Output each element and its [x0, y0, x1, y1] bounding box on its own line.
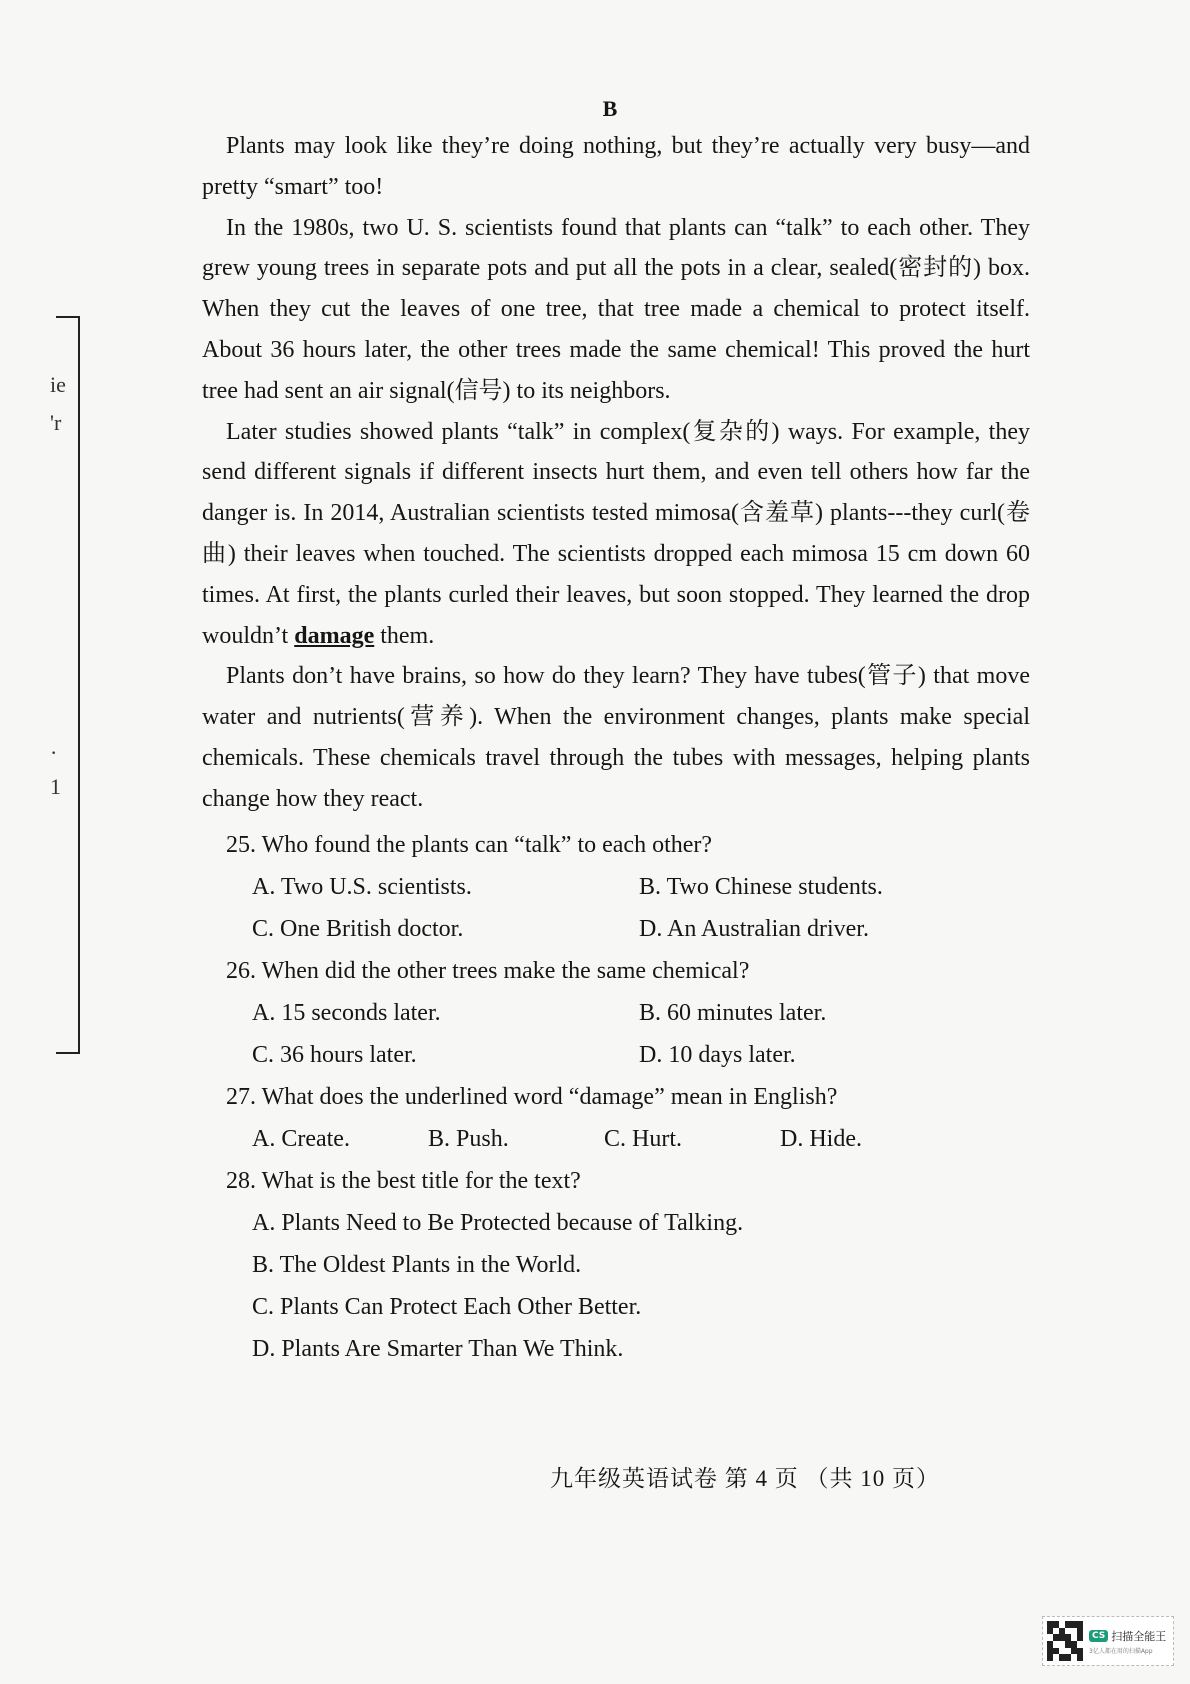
margin-fragment: ·	[50, 740, 58, 765]
scanner-tagline: 3亿人都在用的扫描App	[1089, 1647, 1153, 1655]
option-b: B. 60 minutes later.	[639, 1000, 827, 1026]
passage-text: Later studies showed plants “talk” in complex(复杂的) ways. For example, they send different signals if different insects hurt them, and even tell others how far the danger is. In 2014, Australian scientists tested mimosa(含羞草) plants---they curl(卷曲) their leaves when touched. The scientists dropped each mimosa 15 cm down 60 times. At first, the plants curled their leaves, but soon stopped. They learned the drop wouldn’t	[202, 418, 1030, 649]
cs-logo-icon: CS	[1089, 1630, 1108, 1642]
passage-text: them.	[374, 622, 435, 649]
option-row	[226, 908, 1026, 950]
question-28	[226, 1160, 1026, 1370]
option-c: C. Hurt.	[604, 1126, 682, 1152]
option-row	[226, 1034, 1026, 1076]
question-stem: 26. When did the other trees make the same chemical?	[226, 958, 750, 984]
scanner-watermark	[1042, 1616, 1174, 1666]
question-27	[226, 1076, 1026, 1160]
option-d: D. 10 days later.	[639, 1042, 796, 1068]
question-25	[226, 824, 1026, 950]
scanner-brand	[1089, 1628, 1166, 1655]
option-c: C. Plants Can Protect Each Other Better.	[252, 1294, 642, 1320]
option-d: D. An Australian driver.	[639, 916, 869, 942]
page-footer: 九年级英语试卷 第 4 页 （共 10 页）	[550, 1466, 940, 1491]
option-column	[226, 1202, 1026, 1370]
option-d: D. Plants Are Smarter Than We Think.	[252, 1336, 624, 1362]
scanner-brand-name: 扫描全能王	[1111, 1629, 1167, 1643]
option-d: D. Hide.	[780, 1126, 862, 1152]
section-heading: B	[602, 96, 618, 121]
option-row	[226, 1118, 1026, 1160]
passage-paragraph: In the 1980s, two U. S. scientists found that plants can “talk” to each other. They grew young trees in separate pots and put all the pots in a clear, sealed(密封的) box. When they cut the leaves of one tree, that tree made a chemical to protect itself. About 36 hours later, the other trees made the same chemical! This proved the hurt tree had sent an air signal(信号) to its neighbors.	[202, 214, 1030, 404]
margin-fragment: ie	[50, 372, 66, 397]
margin-fragment: 'r	[50, 410, 62, 435]
option-c: C. One British doctor.	[252, 916, 464, 942]
question-26	[226, 950, 1026, 1076]
option-b: B. Push.	[428, 1126, 509, 1152]
passage-paragraph: Plants may look like they’re doing nothing, but they’re actually very busy—and pretty “smart” too!	[202, 133, 1030, 200]
option-row	[226, 866, 1026, 908]
question-stem: 25. Who found the plants can “talk” to each other?	[226, 832, 713, 858]
question-list	[226, 824, 1026, 1370]
margin-fragment: 1	[50, 774, 61, 799]
underlined-word: damage	[294, 622, 375, 649]
passage-paragraph: Plants don’t have brains, so how do they learn? They have tubes(管子) that move water and nutrients(营养). When the environment changes, plants make special chemicals. These chemicals travel through the tubes with messages, helping plants change how they react.	[202, 663, 1030, 812]
passage-paragraph	[202, 412, 1030, 657]
question-stem: 27. What does the underlined word “damage” mean in English?	[226, 1084, 838, 1110]
reading-passage	[202, 126, 1030, 820]
option-a: A. Create.	[252, 1126, 350, 1152]
option-a: A. Plants Need to Be Protected because of Talking.	[252, 1210, 744, 1236]
option-b: B. Two Chinese students.	[639, 874, 883, 900]
qr-code-icon	[1047, 1621, 1083, 1661]
option-row	[226, 992, 1026, 1034]
option-a: A. Two U.S. scientists.	[252, 874, 472, 900]
question-stem: 28. What is the best title for the text?	[226, 1168, 581, 1194]
option-c: C. 36 hours later.	[252, 1042, 417, 1068]
option-b: B. The Oldest Plants in the World.	[252, 1252, 582, 1278]
option-a: A. 15 seconds later.	[252, 1000, 441, 1026]
